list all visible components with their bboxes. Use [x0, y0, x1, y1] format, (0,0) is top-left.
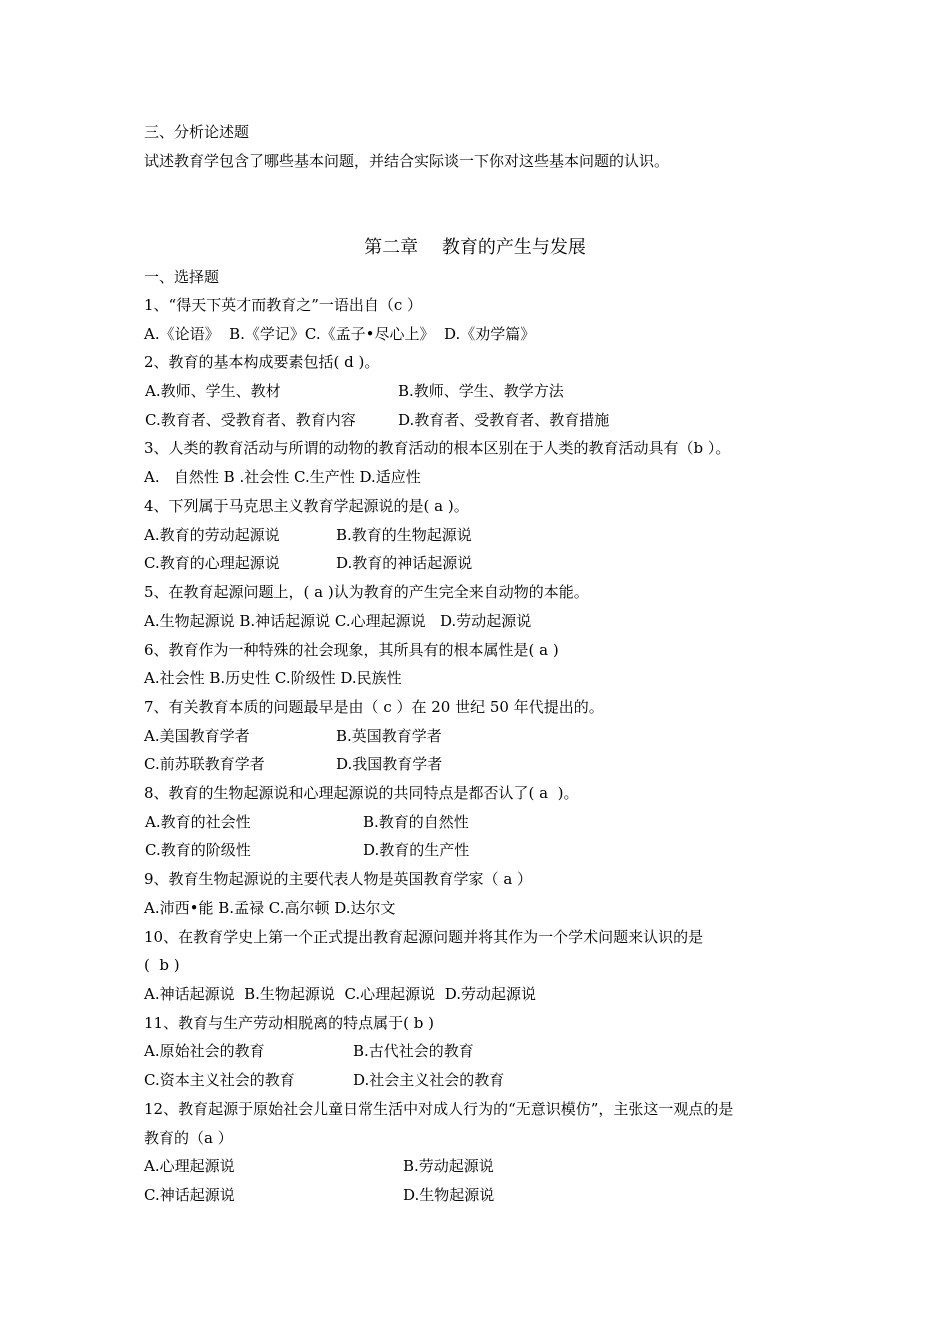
question-2-stem: 2、教育的基本构成要素包括( d )。	[144, 353, 380, 371]
option-a: A.原始社会的教育	[144, 1042, 265, 1060]
question-3-stem: 3、人类的教育活动与所谓的动物的教育活动的根本区别在于人类的教育活动具有（b ）。	[144, 439, 731, 457]
option-b: B.古代社会的教育	[353, 1042, 474, 1060]
option-d: D.我国教育学者	[336, 755, 443, 773]
option-a: A.教育的劳动起源说	[144, 526, 280, 544]
question-6-stem: 6、教育作为一种特殊的社会现象，其所具有的根本属性是( a )	[144, 641, 559, 659]
option-c: C.资本主义社会的教育	[144, 1071, 295, 1089]
question-1-options: A.《论语》 B.《学记》C.《孟子•尽心上》 D.《劝学篇》	[144, 325, 536, 343]
question-4-stem: 4、下列属于马克思主义教育学起源说的是( a )。	[144, 497, 469, 515]
question-9-stem: 9、教育生物起源说的主要代表人物是英国教育学家（ a ）	[144, 870, 533, 888]
option-c: C.神话起源说	[144, 1186, 235, 1204]
question-5-options: A.生物起源说 B.神话起源说 C.心理起源说 D.劳动起源说	[144, 612, 532, 630]
question-3-options: A. 自然性 B .社会性 C.生产性 D.适应性	[144, 468, 421, 486]
option-b: B.英国教育学者	[336, 727, 442, 745]
option-b: B.劳动起源说	[403, 1157, 494, 1175]
option-a: A.教师、学生、教材	[145, 382, 281, 400]
option-b: B.教师、学生、教学方法	[398, 382, 564, 400]
question-10-stem-line-1: 10、在教育学史上第一个正式提出教育起源问题并将其作为一个学术问题来认识的是	[144, 928, 704, 946]
essay-question: 试述教育学包含了哪些基本问题，并结合实际谈一下你对这些基本问题的认识。	[144, 152, 670, 170]
question-12-row-2	[144, 1185, 495, 1265]
option-a: A.心理起源说	[144, 1157, 235, 1175]
section-heading-analysis: 三、分析论述题	[144, 123, 250, 141]
option-d: D.社会主义社会的教育	[353, 1071, 505, 1089]
question-10-options: A.神话起源说 B.生物起源说 C.心理起源说 D.劳动起源说	[144, 985, 536, 1003]
option-b: B.教育的生物起源说	[336, 526, 472, 544]
option-c: C.教育的阶级性	[145, 841, 251, 859]
option-d: D.教育者、受教育者、教育措施	[398, 411, 610, 429]
option-a: A.教育的社会性	[145, 813, 251, 831]
option-c: C.前苏联教育学者	[144, 755, 265, 773]
option-d: D.教育的神话起源说	[336, 554, 473, 572]
question-6-options: A.社会性 B.历史性 C.阶级性 D.民族性	[144, 669, 402, 687]
section-heading-choice: 一、选择题	[144, 268, 220, 286]
chapter-title: 第二章 教育的产生与发展	[364, 237, 586, 258]
question-5-stem: 5、在教育起源问题上，( a )认为教育的产生完全来自动物的本能。	[144, 583, 589, 601]
option-d: D.生物起源说	[403, 1186, 495, 1204]
option-c: C.教育的心理起源说	[144, 554, 280, 572]
option-d: D.教育的生产性	[363, 841, 470, 859]
question-10-stem-line-2: ( b )	[144, 956, 180, 974]
question-9-options: A.沛西•能 B.孟禄 C.高尔顿 D.达尔文	[144, 899, 396, 917]
question-11-stem: 11、教育与生产劳动相脱离的特点属于( b )	[144, 1014, 434, 1032]
question-1-stem: 1、“得天下英才而教育之”一语出自（c ）	[144, 296, 423, 314]
option-b: B.教育的自然性	[363, 813, 469, 831]
option-c: C.教育者、受教育者、教育内容	[145, 411, 356, 429]
question-8-stem: 8、教育的生物起源说和心理起源说的共同特点是都否认了( a )。	[144, 784, 579, 802]
question-12-stem-line-2: 教育的（a ）	[144, 1129, 233, 1147]
question-7-stem: 7、有关教育本质的问题最早是由（ c ）在 20 世纪 50 年代提出的。	[144, 698, 604, 716]
question-12-stem-line-1: 12、教育起源于原始社会儿童日常生活中对成人行为的“无意识模仿”，主张这一观点的是	[144, 1100, 734, 1118]
option-a: A.美国教育学者	[144, 727, 250, 745]
